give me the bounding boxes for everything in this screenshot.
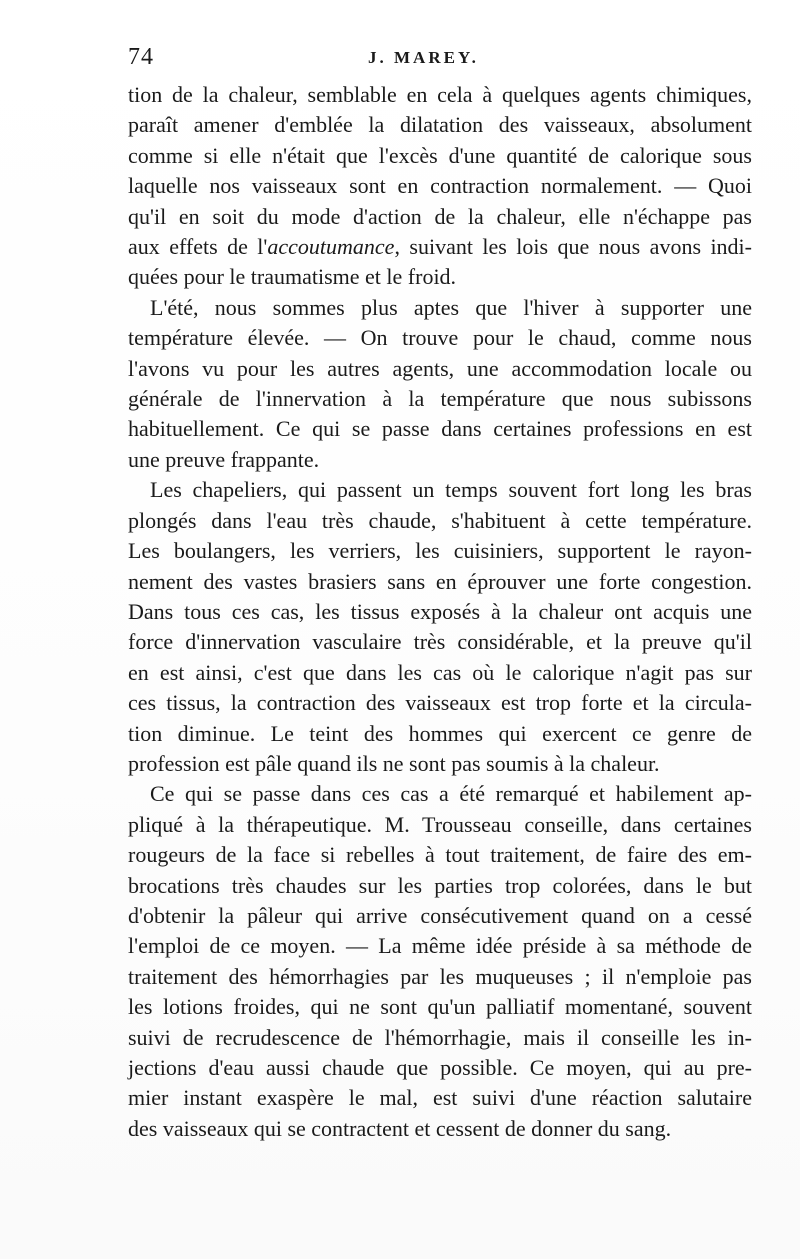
text-segment: , suivant les lois que nous avons indi- bbox=[394, 234, 752, 260]
text-line: comme si elle n'était que l'excès d'une quantité de calorique sous bbox=[128, 142, 752, 168]
text-line: des vaisseaux qui se contractent et cessent de donner du sang. bbox=[128, 1115, 672, 1141]
text-line: habituellement. Ce qui se passe dans certaines professions en est bbox=[128, 416, 752, 442]
text-line: laquelle nos vaisseaux sont en contraction normalement. — Quoi bbox=[128, 173, 752, 199]
text-line: jections d'eau aussi chaude que possible. Ce moyen, qui au pre- bbox=[128, 1055, 752, 1080]
text-line: les lotions froides, qui ne sont qu'un palliatif momentané, souvent bbox=[128, 994, 752, 1020]
page-number: 74 bbox=[128, 44, 154, 70]
paragraph-4 bbox=[128, 779, 752, 1144]
text-line: en est ainsi, c'est que dans les cas où le calorique n'agit pas sur bbox=[128, 659, 752, 685]
text-line: Ce qui se passe dans ces cas a été remarqué et habilement ap- bbox=[150, 781, 752, 807]
text-line: Dans tous ces cas, les tissus exposés à la chaleur ont acquis une bbox=[128, 598, 752, 624]
text-line: température élevée. — On trouve pour le chaud, comme nous bbox=[128, 325, 752, 351]
text-line: brocations très chaudes sur les parties trop colorées, dans le but bbox=[128, 872, 752, 898]
text-line: tion de la chaleur, semblable en cela à quelques agents chimiques, bbox=[128, 82, 752, 107]
text-line: Les chapeliers, qui passent un temps souvent fort long les bras bbox=[150, 477, 752, 503]
text-line: paraît amener d'emblée la dilatation des vaisseaux, absolument bbox=[128, 112, 752, 138]
text-line: tion diminue. Le teint des hommes qui exercent ce genre de bbox=[128, 720, 752, 746]
page-header bbox=[128, 44, 748, 74]
text-line: l'avons vu pour les autres agents, une accommodation locale ou bbox=[128, 355, 752, 381]
paragraph-1 bbox=[128, 80, 752, 293]
text-line: une preuve frappante. bbox=[128, 446, 320, 472]
text-line: pliqué à la thérapeutique. M. Trousseau conseille, dans certaines bbox=[128, 811, 752, 837]
paragraph-2 bbox=[128, 293, 752, 475]
text-line: générale de l'innervation à la température que nous subissons bbox=[128, 386, 752, 412]
text-line: Les boulangers, les verriers, les cuisiniers, supportent le rayon- bbox=[128, 538, 752, 564]
text-line: l'emploi de ce moyen. — La même idée préside à sa méthode de bbox=[128, 933, 752, 959]
text-line: L'été, nous sommes plus aptes que l'hiver à supporter une bbox=[150, 294, 752, 320]
running-head: J. MAREY. bbox=[368, 48, 479, 67]
text-line: mier instant exaspère le mal, est suivi d'une réaction salutaire bbox=[128, 1085, 752, 1111]
text-line-with-italic bbox=[128, 232, 752, 262]
text-line: quées pour le traumatisme et le froid. bbox=[128, 264, 457, 290]
text-line: qu'il en soit du mode d'action de la chaleur, elle n'échappe pas bbox=[128, 203, 752, 229]
text-line: profession est pâle quand ils ne sont pas soumis à la chaleur. bbox=[128, 750, 660, 776]
text-line: traitement des hémorrhagies par les muqueuses ; il n'emploie pas bbox=[128, 963, 752, 989]
body-text bbox=[128, 80, 752, 1144]
text-line: plongés dans l'eau très chaude, s'habituent à cette température. bbox=[128, 507, 752, 533]
text-line: nement des vastes brasiers sans en éprouver une forte congestion. bbox=[128, 568, 752, 594]
text-segment: aux effets de l' bbox=[128, 234, 268, 260]
text-line: rougeurs de la face si rebelles à tout traitement, de faire des em- bbox=[128, 842, 752, 868]
text-line: force d'innervation vasculaire très considérable, et la preuve qu'il bbox=[128, 629, 752, 655]
text-line: suivi de recrudescence de l'hémorrhagie, mais il conseille les in- bbox=[128, 1024, 752, 1050]
text-line: ces tissus, la contraction des vaisseaux est trop forte et la circula- bbox=[128, 690, 752, 716]
paragraph-3 bbox=[128, 475, 752, 779]
italic-term: accoutumance bbox=[267, 234, 395, 260]
text-line: d'obtenir la pâleur qui arrive consécutivement quand on a cessé bbox=[128, 902, 752, 928]
